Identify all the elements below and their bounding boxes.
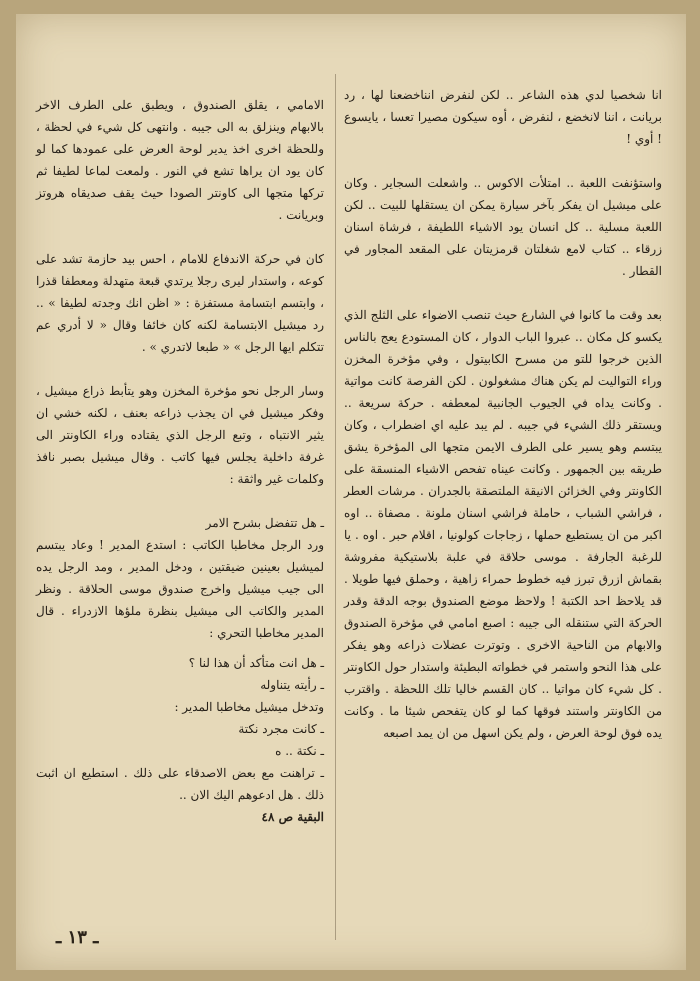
dialogue-line: ـ هل انت متأكد أن هذا لنا ؟ <box>188 656 324 670</box>
right-column <box>344 84 662 766</box>
paragraph: انا شخصيا لدي هذه الشاعر .. لكن لنفرض انناخضعنا لها ، رد بريانت ، اننا لانخضع ، لنفرض ، أوه سيكون مصيرا تعسا ، يايسوع ! أوي ! <box>344 88 662 146</box>
magazine-page <box>16 14 686 970</box>
dialogue-line: ـ هل تتفضل بشرح الامر <box>205 516 324 530</box>
column-divider <box>335 74 336 940</box>
paragraph: بعد وقت ما كانوا في الشارع حيث تنصب الاضواء على الثلج الذي يكسو كل مكان .. عبروا الباب الدوار ، كان المستودع يعج بالناس الذين خرجوا للتو من مسرح الكابيتول ، وفي مؤخرة المخزن وراء التواليت لم يكن هناك مشغولون . لكن الفرصة كانت مواتية . وكانت يداه في الجيوب الجانبية لمعطفه . حركة سريعة .. ويستقر ذلك الشيء في جيبه . لم يبد عليه اي اضطراب ، وكان يبتسم وهو يسير على الطرف الايمن متجها الى المؤخرة يشق طريقه بين الجمهور . وكانت عيناه تفحص الاشياء المنسقة على الكاونتر وفي الخزائن الانيقة الملتصقة بالجدران . مرشات العطر ، فراشي الشباب ، حاملة فراشي اسنان ملونة . مصفاة .. اوه اكبر من ان يستطيع حملها ، زجاجات كولونيا ، اقلام حبر . اوه . يا للرغبة الجارفة . موسى حلاقة في علبة بلاستيكية مفروشة بقماش ازرق تبرز فيه خطوط حمراء زاهية ، وحملق فيها طويلا . قد يلاحظ احد الكتبة ! ولاحظ موضع الصندوق بوجه الدقة وقدر الحركة التي ستنقله الى جيبه : اصبع امامي في مؤخرة الصندوق والابهام من الناحية الاخرى . وتوترت عضلات ذراعه وهو يفكر على هذا النحو واستمر في خطواته البطيئة واستدار حول الكاونتر . كل شيء كان مواتيا .. كان القسم خاليا تلك اللحظة . واقترب من الكاونتر واستند فوقها كما لو كان يتفحص شيئا ما . وكانت يده فوق لوحة العرض ، ولم يكن اسهل من ان يمد اصبعه <box>344 308 663 740</box>
paragraph: وسار الرجل نحو مؤخرة المخزن وهو يتأبط ذراع ميشيل ، وفكر ميشيل في ان يجذب ذراعه بعنف ، لكنه خشي ان يثير الانتباه ، وتبع الرجل الذي يقتاده وراء الكاونتر الى غرفة داخلية يجلس فيها كاتب . وقال ميشيل بصبر نافذ وكلمات غير واثقة : <box>36 384 324 486</box>
continued-note: البقية ص ٤٨ <box>261 810 324 824</box>
paragraph: ورد الرجل مخاطبا الكاتب : استدع المدير ! وعاد يبتسم لميشيل بعينين ضيقتين ، ودخل المدير ، ومد الرجل يده الى جيب ميشيل واخرج صندوق موسى الحلاقة . ونظر المدير والكاتب الى ميشيل بنظرة ملؤها الازدراء . قال المدير مخاطبا التحري : <box>36 538 324 640</box>
dialogue-line: ـ كانت مجرد نكتة <box>238 722 324 736</box>
page-number: ـ ١٣ ـ <box>56 927 99 948</box>
paragraph: كان في حركة الاندفاع للامام ، احس بيد حازمة تشد على كوعه ، واستدار ليرى رجلا يرتدي قبعة متهدلة ومعطفا قذرا ، وابتسم ابتسامة مستفزة : « اظن انك وجدته لطيفا » .. رد ميشيل الابتسامة لكنه كان خائفا وقال « لا أدري عم تتكلم ايها الرجل » « طبعا لاتدري » . <box>36 252 324 354</box>
paragraph: الامامي ، يقلق الصندوق ، ويطبق على الطرف الاخر بالابهام وينزلق به الى جيبه . وانتهى كل شيء في لحظة ، وللحظة اخرى اخذ يدير لوحة العرض على عمودها كما لو كان يود ان يراها تشع في النور . ولمعت لماعا لطيفا ثم تركها متجها الى كاونتر الصودا حيث يقف صديقاه هروتز وبريانت . <box>36 98 324 222</box>
dialogue-line: وتدخل ميشيل مخاطبا المدير : <box>174 700 324 714</box>
left-column <box>36 94 324 828</box>
dialogue-line: ـ رأيته يتناوله <box>260 678 324 692</box>
paragraph: واستؤنفت اللعبة .. امتلأت الاكوس .. واشعلت السجاير . وكان على ميشيل ان يفكر بآخر سيارة يمكن ان يستقلها للبيت .. لكن اللعبة مسلية .. كل انسان يود الاشياء اللطيفة ، فرشاة اسنان زرقاء .. كتاب لامع شغلتان قرمزيتان على المقعد المجاور في القطار . <box>344 176 662 278</box>
dialogue-line: ـ تراهنت مع بعض الاصدقاء على ذلك . استطيع ان اثبت ذلك . هل ادعوهم اليك الان .. <box>36 766 324 802</box>
dialogue-line: ـ نكتة .. ه <box>275 744 324 758</box>
